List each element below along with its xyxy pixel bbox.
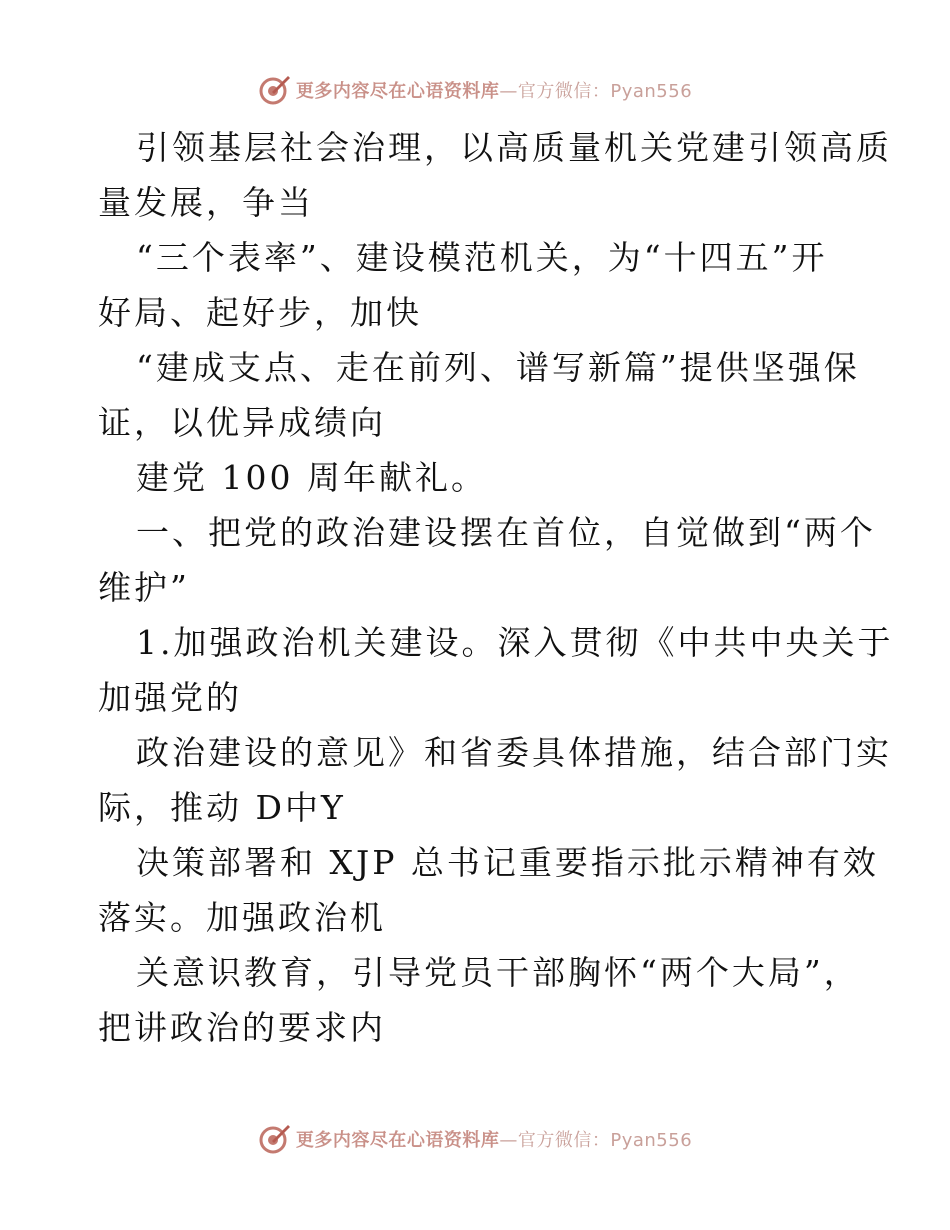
body-line: 好局、起好步，加快 bbox=[98, 293, 422, 332]
body-line: 1.加强政治机关建设。深入贯彻《中共中央关于 bbox=[136, 623, 894, 662]
body-line: 关意识教育，引导党员干部胸怀“两个大局”， bbox=[136, 953, 860, 992]
body-line: 一、把党的政治建设摆在首位，自觉做到“两个 bbox=[136, 513, 876, 552]
watermark-brand: 更多内容尽在心语资料库 bbox=[295, 1130, 500, 1151]
document-body bbox=[98, 120, 894, 1055]
body-line: 际，推动 D中Y bbox=[98, 788, 346, 827]
body-line: 引领基层社会治理，以高质量机关党建引领高质 bbox=[136, 128, 892, 167]
body-line: 把讲政治的要求内 bbox=[98, 1008, 386, 1047]
watermark-separator: — bbox=[499, 1130, 518, 1151]
watermark-text bbox=[296, 1126, 692, 1152]
body-line: 加强党的 bbox=[98, 678, 242, 717]
body-line: “建成支点、走在前列、谱写新篇”提供坚强保 bbox=[136, 348, 860, 387]
watermark-brand: 更多内容尽在心语资料库 bbox=[295, 81, 500, 102]
body-line: “三个表率”、建设模范机关，为“十四五”开 bbox=[136, 238, 828, 277]
body-line: 建党 100 周年献礼。 bbox=[136, 458, 487, 497]
body-line: 维护” bbox=[98, 568, 190, 607]
watermark-separator: — bbox=[499, 81, 518, 102]
watermark-text bbox=[296, 77, 692, 103]
pen-circle-logo-icon bbox=[258, 73, 292, 107]
body-line: 政治建设的意见》和省委具体措施，结合部门实 bbox=[136, 733, 892, 772]
footer-watermark bbox=[0, 1121, 950, 1157]
body-line: 量发展，争当 bbox=[98, 183, 314, 222]
header-watermark bbox=[0, 72, 950, 108]
pen-circle-logo-icon bbox=[258, 1122, 292, 1156]
body-line: 落实。加强政治机 bbox=[98, 898, 386, 937]
body-line: 证，以优异成绩向 bbox=[98, 403, 386, 442]
body-line: 决策部署和 XJP 总书记重要指示批示精神有效 bbox=[136, 843, 879, 882]
watermark-handle: Pyan556 bbox=[610, 1130, 693, 1151]
watermark-handle: Pyan556 bbox=[610, 81, 693, 102]
watermark-label: 官方微信： bbox=[517, 1130, 611, 1151]
watermark-label: 官方微信： bbox=[517, 81, 611, 102]
